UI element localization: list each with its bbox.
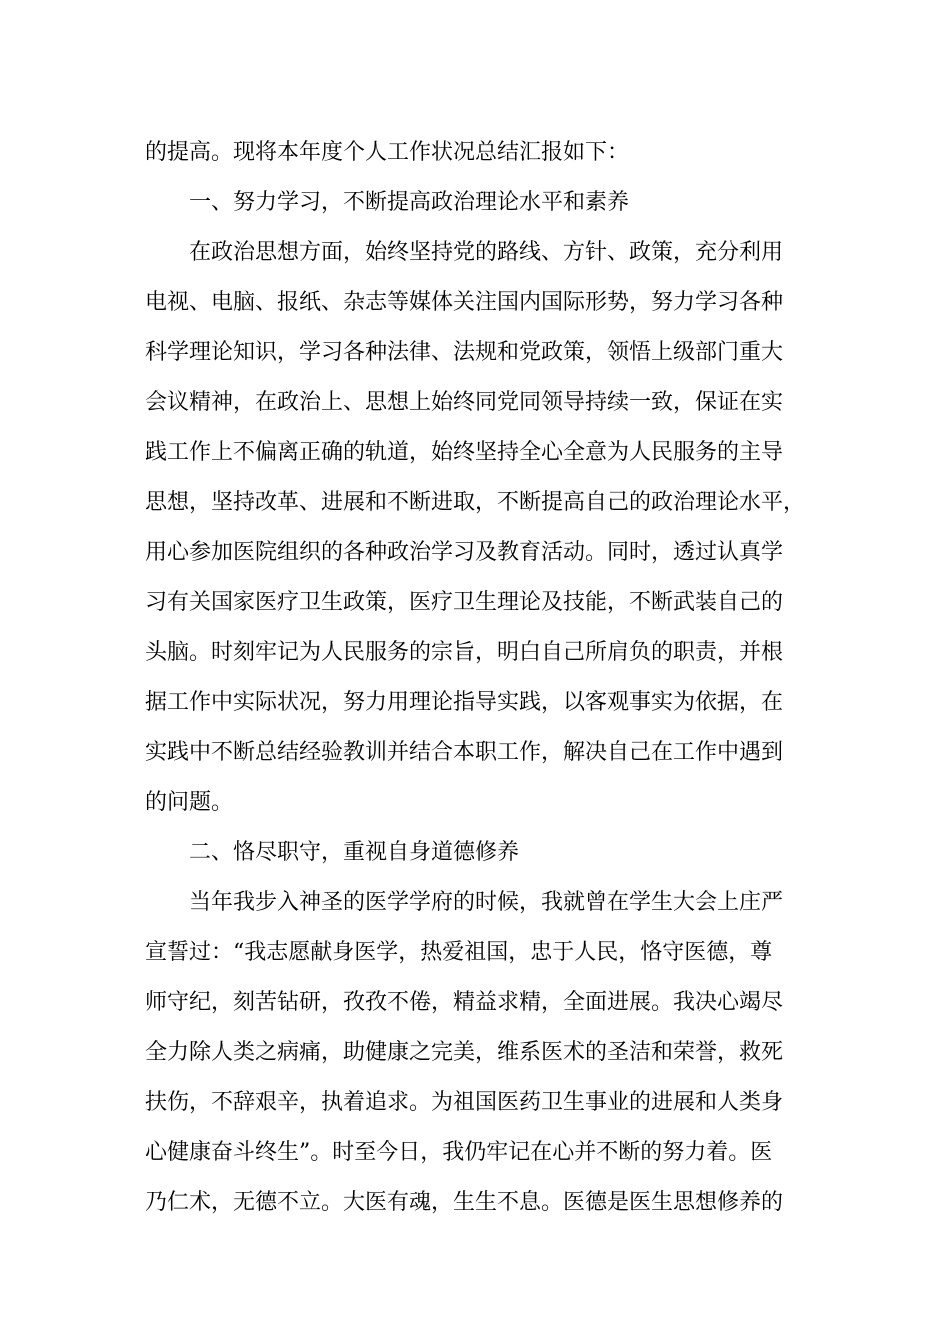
text-line: 当年我步入神圣的医学学府的时候，我就曾在学生大会上庄严	[189, 890, 784, 915]
text-line: 的问题。	[145, 790, 234, 815]
text-line: 宣誓过：“我志愿献身医学，热爱祖国，忠于人民，恪守医德，尊	[145, 940, 773, 965]
text-line: 实践中不断总结经验教训并结合本职工作，解决自己在工作中遇到	[145, 740, 784, 765]
text-line: 头脑。时刻牢记为人民服务的宗旨，明白自己所肩负的职责，并根	[145, 640, 784, 665]
text-line: 会议精神，在政治上、思想上始终同党同领导持续一致，保证在实	[145, 390, 784, 415]
text-line: 思想，坚持改革、进展和不断进取，不断提高自己的政治理论水平，	[145, 490, 806, 515]
body-text	[145, 128, 825, 1228]
text-line: 用心参加医院组织的各种政治学习及教育活动。同时，透过认真学	[145, 540, 784, 565]
text-line: 的提高。现将本年度个人工作状况总结汇报如下：	[145, 140, 630, 165]
text-line: 全力除人类之病痛，助健康之完美，维系医术的圣洁和荣誉，救死	[145, 1040, 784, 1065]
text-line: 乃仁术，无德不立。大医有魂，生生不息。医德是医生思想修养的	[145, 1190, 784, 1215]
text-line: 心健康奋斗终生”。时至今日，我仍牢记在心并不断的努力着。医	[145, 1140, 773, 1165]
text-line: 据工作中实际状况，努力用理论指导实践，以客观事实为依据，在	[145, 690, 784, 715]
text-line: 习有关国家医疗卫生政策，医疗卫生理论及技能，不断武装自己的	[145, 590, 784, 615]
text-line: 践工作上不偏离正确的轨道，始终坚持全心全意为人民服务的主导	[145, 440, 784, 465]
text-line: 师守纪，刻苦钻研，孜孜不倦，精益求精，全面进展。我决心竭尽	[145, 990, 784, 1015]
text-line: 在政治思想方面，始终坚持党的路线、方针、政策，充分利用	[189, 240, 784, 265]
section-heading-2: 二、恪尽职守，重视自身道德修养	[189, 840, 520, 865]
text-line: 科学理论知识，学习各种法律、法规和党政策，领悟上级部门重大	[145, 340, 784, 365]
text-line: 电视、电脑、报纸、杂志等媒体关注国内国际形势，努力学习各种	[145, 290, 784, 315]
text-line: 扶伤，不辞艰辛，执着追求。为祖国医药卫生事业的进展和人类身	[145, 1090, 784, 1115]
section-heading-1: 一、努力学习，不断提高政治理论水平和素养	[189, 190, 630, 215]
